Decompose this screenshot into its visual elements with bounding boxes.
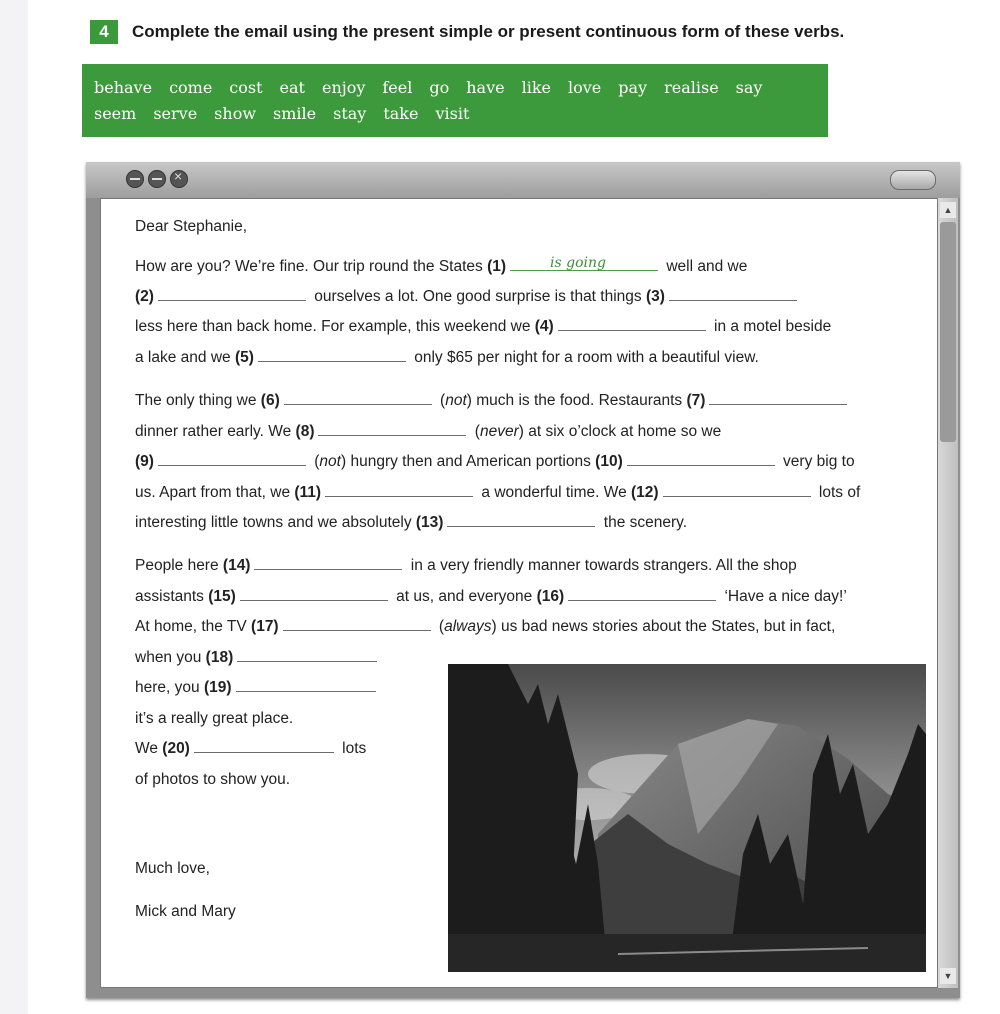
email-text-segment: very big to: [778, 453, 855, 470]
answer-blank[interactable]: [669, 288, 797, 301]
gap-number: (20): [162, 740, 190, 757]
textbook-page: [28, 0, 1000, 1014]
verb-word: say: [735, 77, 763, 97]
email-text-segment: assistants: [135, 588, 209, 605]
exercise-heading: [90, 20, 844, 44]
verb-word: have: [466, 77, 505, 97]
verb-row-1: [94, 74, 816, 100]
gap-number: (13): [415, 514, 444, 531]
email-text-segment: (always): [434, 618, 497, 635]
verb-word: like: [521, 77, 551, 97]
email-text-segment: in a very friendly manner towards strangers. All the shop: [406, 557, 797, 574]
gap-number: (2): [135, 288, 154, 305]
answer-blank[interactable]: [236, 679, 376, 692]
email-greeting: Dear Stephanie,: [135, 218, 248, 235]
email-text-segment: only $65 per night for a room with a beautiful view.: [409, 349, 759, 366]
answer-blank[interactable]: [627, 453, 775, 466]
email-text-segment: People here: [135, 557, 223, 574]
verb-word: enjoy: [321, 77, 366, 97]
email-line: [135, 649, 381, 667]
gap-number: (8): [295, 423, 315, 440]
answer-blank[interactable]: [447, 514, 595, 527]
mountain-forest-image: [448, 664, 926, 972]
answer-blank[interactable]: [254, 557, 402, 570]
verb-word: visit: [435, 103, 470, 123]
gap-number: (15): [208, 588, 236, 605]
exercise-number: 4: [90, 20, 118, 44]
verb-word: eat: [279, 77, 305, 97]
verb-word: stay: [333, 103, 367, 123]
answer-blank[interactable]: [194, 740, 334, 753]
email-text-segment: well and we: [662, 258, 748, 275]
email-text-segment: lots of: [814, 484, 861, 501]
email-text-segment: At home, the TV: [135, 618, 252, 635]
gap-number: (19): [203, 679, 232, 696]
scroll-up-icon[interactable]: ▲: [940, 202, 956, 218]
email-line: [135, 453, 855, 471]
gap-number: (10): [595, 453, 623, 470]
answer-blank[interactable]: [240, 588, 388, 601]
email-text-segment: at us, and everyone: [391, 588, 537, 605]
answer-blank[interactable]: [283, 618, 431, 631]
verb-word: come: [169, 77, 213, 97]
landscape-photo: [448, 664, 926, 972]
gap-number: (12): [631, 484, 659, 501]
email-text-segment: The only thing we: [135, 392, 261, 409]
verb-hint: not: [445, 392, 467, 409]
answer-blank[interactable]: [284, 392, 432, 405]
answer-blank[interactable]: [237, 649, 377, 662]
answer-blank[interactable]: [709, 392, 847, 405]
verb-word: behave: [94, 77, 153, 97]
email-text-segment: ‘Have a nice day!’: [720, 588, 847, 605]
handwritten-answer: is going: [550, 255, 607, 271]
verb-box: [82, 64, 828, 137]
verb-hint: always: [444, 618, 492, 635]
gap-number: (5): [234, 349, 254, 366]
verb-word: go: [429, 77, 450, 97]
verb-hint: not: [319, 453, 341, 470]
email-line: [135, 392, 851, 410]
email-line: [135, 288, 801, 306]
email-line: [135, 484, 860, 502]
answer-blank[interactable]: [325, 484, 473, 497]
verb-word: show: [214, 103, 257, 123]
email-line: [135, 679, 380, 697]
email-line: [135, 349, 759, 367]
email-text-segment: lots: [337, 740, 367, 757]
answer-blank[interactable]: [510, 255, 658, 271]
answer-blank[interactable]: [663, 484, 811, 497]
email-line: [135, 514, 687, 532]
gap-number: (3): [645, 288, 665, 305]
exercise-instruction: Complete the email using the present simple or present continuous form of these verbs.: [132, 22, 845, 41]
gap-number: (6): [260, 392, 280, 409]
scroll-thumb[interactable]: [940, 222, 956, 442]
window-titlebar: [86, 162, 960, 198]
verb-word: seem: [94, 103, 137, 123]
email-line: [135, 318, 831, 336]
email-text-segment: us bad news stories about the States, but in fact,: [496, 618, 836, 635]
email-text-segment: less here than back home. For example, this weekend we: [135, 318, 535, 335]
email-text-segment: of photos to show you.: [135, 771, 291, 788]
gap-number: (17): [251, 618, 279, 635]
gap-number: (7): [686, 392, 706, 409]
email-text-segment: a wonderful time. We: [477, 484, 632, 501]
close-icon[interactable]: [170, 170, 188, 188]
gap-number: (18): [205, 649, 234, 666]
email-line: [135, 588, 847, 606]
email-text-segment: hungry then and American portions: [346, 453, 596, 470]
email-text-segment: a lake and we: [135, 349, 235, 366]
email-text-segment: it’s a really great place.: [135, 710, 294, 727]
scroll-down-icon[interactable]: ▼: [940, 968, 956, 984]
email-text-segment: ourselves a lot. One good surprise is that things: [309, 288, 646, 305]
vertical-scrollbar[interactable]: [938, 198, 958, 988]
verb-word: pay: [618, 77, 648, 97]
email-line: [135, 710, 293, 728]
email-signature: Mick and Mary: [135, 903, 236, 920]
gap-number: (14): [222, 557, 251, 574]
verb-hint: never: [479, 423, 519, 440]
gap-number: (1): [487, 258, 507, 275]
email-closing: Much love,: [135, 860, 210, 877]
email-text-segment: How are you? We’re fine. Our trip round the States: [135, 258, 488, 275]
email-text-segment: the scenery.: [599, 514, 688, 531]
email-text-segment: (not): [435, 392, 472, 409]
verb-word: feel: [382, 77, 413, 97]
minimize-icon[interactable]: [126, 170, 144, 188]
gap-number: (16): [536, 588, 565, 605]
gap-number: (4): [534, 318, 554, 335]
verb-word: cost: [229, 77, 263, 97]
verb-word: serve: [153, 103, 198, 123]
email-text-segment: here, you: [135, 679, 204, 696]
email-line: [135, 618, 835, 636]
email-text-segment: in a motel beside: [709, 318, 832, 335]
gap-number: (11): [294, 484, 322, 501]
email-text-segment: We: [135, 740, 163, 757]
email-line: [135, 255, 748, 276]
answer-blank[interactable]: [158, 288, 306, 301]
answer-blank[interactable]: [568, 588, 716, 601]
verb-word: love: [568, 77, 602, 97]
email-line: [135, 740, 366, 758]
zoom-icon[interactable]: [148, 170, 166, 188]
email-text-segment: when you: [135, 649, 206, 666]
answer-blank[interactable]: [558, 318, 706, 331]
verb-word: realise: [664, 77, 719, 97]
email-text-segment: (never): [470, 423, 524, 440]
email-line: [135, 557, 797, 575]
toolbar-toggle-button[interactable]: [890, 170, 936, 190]
answer-blank[interactable]: [158, 453, 306, 466]
email-text-segment: (not): [309, 453, 347, 470]
email-text-segment: us. Apart from that, we: [135, 484, 295, 501]
answer-blank[interactable]: [318, 423, 466, 436]
gap-number: (9): [135, 453, 154, 470]
email-line: [135, 423, 721, 441]
email-text-segment: at six o’clock at home so we: [523, 423, 722, 440]
verb-word: smile: [273, 103, 317, 123]
email-text-segment: much is the food. Restaurants: [471, 392, 687, 409]
answer-blank[interactable]: [258, 349, 406, 362]
email-text-segment: interesting little towns and we absolutely: [135, 514, 416, 531]
email-line: [135, 771, 290, 789]
verb-word: take: [383, 103, 419, 123]
verb-row-2: [94, 100, 816, 126]
email-text-segment: dinner rather early. We: [135, 423, 296, 440]
